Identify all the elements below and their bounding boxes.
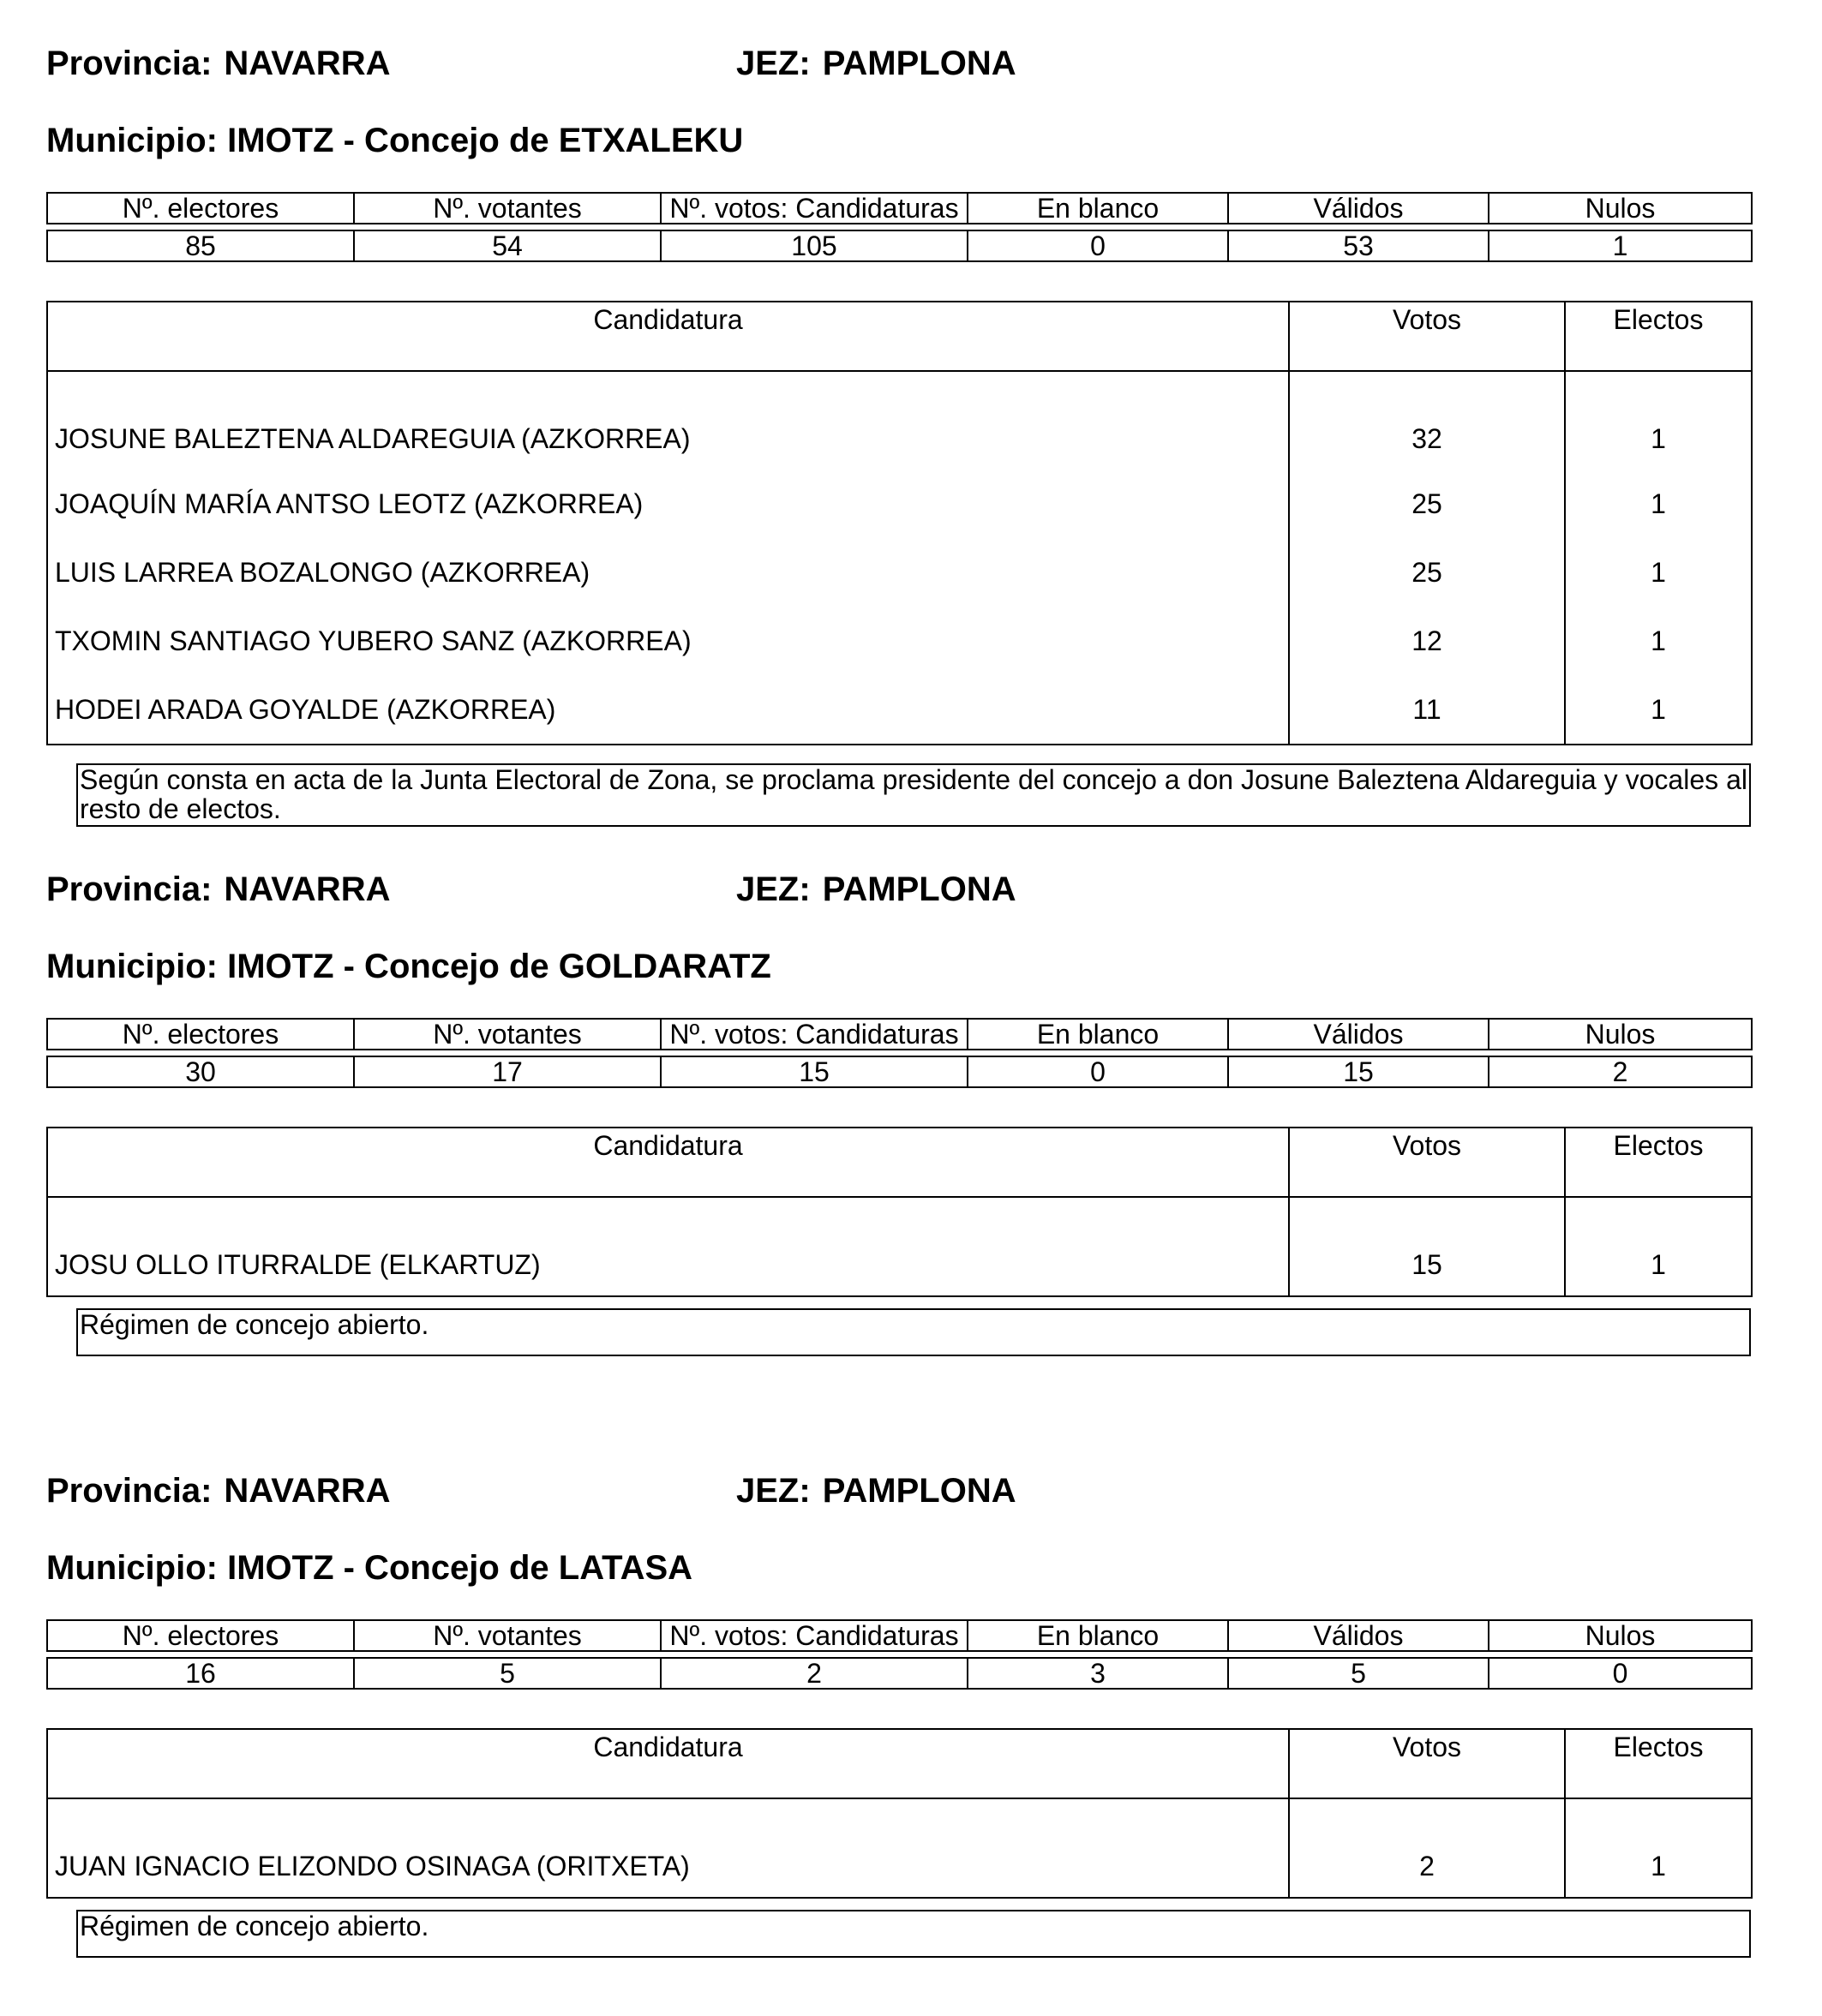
stats-value-row (47, 1658, 1752, 1689)
candidates-header-row (47, 1729, 1752, 1798)
stats-header: Nº. electores (47, 193, 354, 224)
stats-header: Nº. votantes (354, 193, 661, 224)
stats-header: En blanco (968, 1019, 1228, 1050)
candidate-name: JOAQUÍN MARÍA ANTSO LEOTZ (AZKORREA) (47, 470, 1289, 538)
candidate-electos: 1 (1565, 1798, 1752, 1898)
candidate-votos: 12 (1289, 607, 1565, 675)
provincia-label: Provincia: (46, 45, 213, 82)
candidate-row (47, 1197, 1752, 1296)
municipio-value: IMOTZ - Concejo de GOLDARATZ (227, 948, 771, 985)
candidate-name: JOSUNE BALEZTENA ALDAREGUIA (AZKORREA) (47, 371, 1289, 470)
stats-header-row (47, 1620, 1752, 1651)
stats-value: 16 (47, 1658, 354, 1689)
stats-value: 1 (1489, 230, 1752, 261)
candidate-votos: 25 (1289, 470, 1565, 538)
candidatura-header: Candidatura (47, 1128, 1289, 1197)
candidate-electos: 1 (1565, 1197, 1752, 1296)
candidate-name: JOSU OLLO ITURRALDE (ELKARTUZ) (47, 1197, 1289, 1296)
candidate-electos: 1 (1565, 607, 1752, 675)
candidate-row (47, 538, 1752, 607)
provincia-heading (46, 1472, 390, 1510)
stats-value: 17 (354, 1056, 661, 1087)
candidates-table (46, 1728, 1753, 1899)
provincia-value: NAVARRA (224, 1472, 391, 1510)
jez-value: PAMPLONA (822, 870, 1016, 908)
proclamation-note: Según consta en acta de la Junta Electoral de Zona, se proclama presidente del concejo a don Josune Baleztena Aldareguia y vocales al resto de electos. (76, 763, 1751, 827)
candidate-name: JUAN IGNACIO ELIZONDO OSINAGA (ORITXETA) (47, 1798, 1289, 1898)
stats-value-row (47, 230, 1752, 261)
stats-value: 53 (1228, 230, 1489, 261)
candidates-header-row (47, 302, 1752, 371)
stats-header: Nº. votantes (354, 1620, 661, 1651)
jez-heading (736, 1472, 1016, 1510)
candidate-row (47, 1798, 1752, 1898)
provincia-heading (46, 45, 390, 82)
candidate-electos: 1 (1565, 675, 1752, 745)
stats-header: En blanco (968, 1620, 1228, 1651)
stats-header: Nº. electores (47, 1019, 354, 1050)
stats-header: Nulos (1489, 193, 1752, 224)
stats-value: 5 (1228, 1658, 1489, 1689)
regime-note: Régimen de concejo abierto. (76, 1910, 1751, 1958)
candidates-table (46, 301, 1753, 745)
candidate-votos: 25 (1289, 538, 1565, 607)
candidate-electos: 1 (1565, 470, 1752, 538)
candidate-row (47, 470, 1752, 538)
stats-header-row (47, 193, 1752, 224)
regime-note: Régimen de concejo abierto. (76, 1308, 1751, 1356)
stats-value: 15 (661, 1056, 968, 1087)
candidate-row (47, 607, 1752, 675)
stats-value: 0 (968, 1056, 1228, 1087)
stats-value: 5 (354, 1658, 661, 1689)
candidates-header-row (47, 1128, 1752, 1197)
municipio-heading (46, 948, 771, 985)
stats-header: Válidos (1228, 1620, 1489, 1651)
stats-value: 105 (661, 230, 968, 261)
candidate-electos: 1 (1565, 371, 1752, 470)
candidate-votos: 11 (1289, 675, 1565, 745)
stats-table (46, 1018, 1753, 1088)
municipio-heading (46, 122, 743, 159)
candidate-name: HODEI ARADA GOYALDE (AZKORREA) (47, 675, 1289, 745)
candidatura-header: Candidatura (47, 302, 1289, 371)
provincia-heading (46, 870, 390, 908)
municipio-label: Municipio: (46, 1549, 218, 1587)
provincia-label: Provincia: (46, 1472, 213, 1510)
stats-header: Nº. votos: Candidaturas (661, 193, 968, 224)
stats-header: Válidos (1228, 193, 1489, 224)
candidate-votos: 15 (1289, 1197, 1565, 1296)
stats-value: 30 (47, 1056, 354, 1087)
candidate-votos: 2 (1289, 1798, 1565, 1898)
jez-heading (736, 870, 1016, 908)
stats-value: 0 (968, 230, 1228, 261)
stats-value: 15 (1228, 1056, 1489, 1087)
candidatura-header: Candidatura (47, 1729, 1289, 1798)
jez-label: JEZ: (736, 870, 811, 908)
stats-header: Válidos (1228, 1019, 1489, 1050)
candidates-table (46, 1127, 1753, 1297)
municipio-heading (46, 1549, 692, 1587)
jez-value: PAMPLONA (822, 45, 1016, 82)
stats-header-row (47, 1019, 1752, 1050)
stats-header: Nº. electores (47, 1620, 354, 1651)
stats-value-row (47, 1056, 1752, 1087)
provincia-value: NAVARRA (224, 45, 391, 82)
stats-value: 2 (1489, 1056, 1752, 1087)
electos-header: Electos (1565, 1128, 1752, 1197)
stats-table (46, 192, 1753, 262)
stats-header: Nulos (1489, 1019, 1752, 1050)
jez-label: JEZ: (736, 45, 811, 82)
electos-header: Electos (1565, 1729, 1752, 1798)
stats-header: Nº. votos: Candidaturas (661, 1620, 968, 1651)
provincia-value: NAVARRA (224, 870, 391, 908)
stats-value: 3 (968, 1658, 1228, 1689)
electos-header: Electos (1565, 302, 1752, 371)
votos-header: Votos (1289, 1128, 1565, 1197)
stats-table (46, 1619, 1753, 1690)
stats-value: 85 (47, 230, 354, 261)
municipio-value: IMOTZ - Concejo de LATASA (227, 1549, 693, 1587)
candidate-votos: 32 (1289, 371, 1565, 470)
votos-header: Votos (1289, 1729, 1565, 1798)
candidate-row (47, 675, 1752, 745)
votos-header: Votos (1289, 302, 1565, 371)
candidate-name: LUIS LARREA BOZALONGO (AZKORREA) (47, 538, 1289, 607)
municipio-label: Municipio: (46, 948, 218, 985)
jez-label: JEZ: (736, 1472, 811, 1510)
municipio-value: IMOTZ - Concejo de ETXALEKU (227, 122, 744, 159)
candidate-name: TXOMIN SANTIAGO YUBERO SANZ (AZKORREA) (47, 607, 1289, 675)
candidate-electos: 1 (1565, 538, 1752, 607)
candidate-row (47, 371, 1752, 470)
provincia-label: Provincia: (46, 870, 213, 908)
stats-header: Nulos (1489, 1620, 1752, 1651)
stats-header: En blanco (968, 193, 1228, 224)
stats-value: 2 (661, 1658, 968, 1689)
stats-header: Nº. votos: Candidaturas (661, 1019, 968, 1050)
jez-value: PAMPLONA (822, 1472, 1016, 1510)
stats-value: 0 (1489, 1658, 1752, 1689)
jez-heading (736, 45, 1016, 82)
municipio-label: Municipio: (46, 122, 218, 159)
stats-header: Nº. votantes (354, 1019, 661, 1050)
stats-value: 54 (354, 230, 661, 261)
